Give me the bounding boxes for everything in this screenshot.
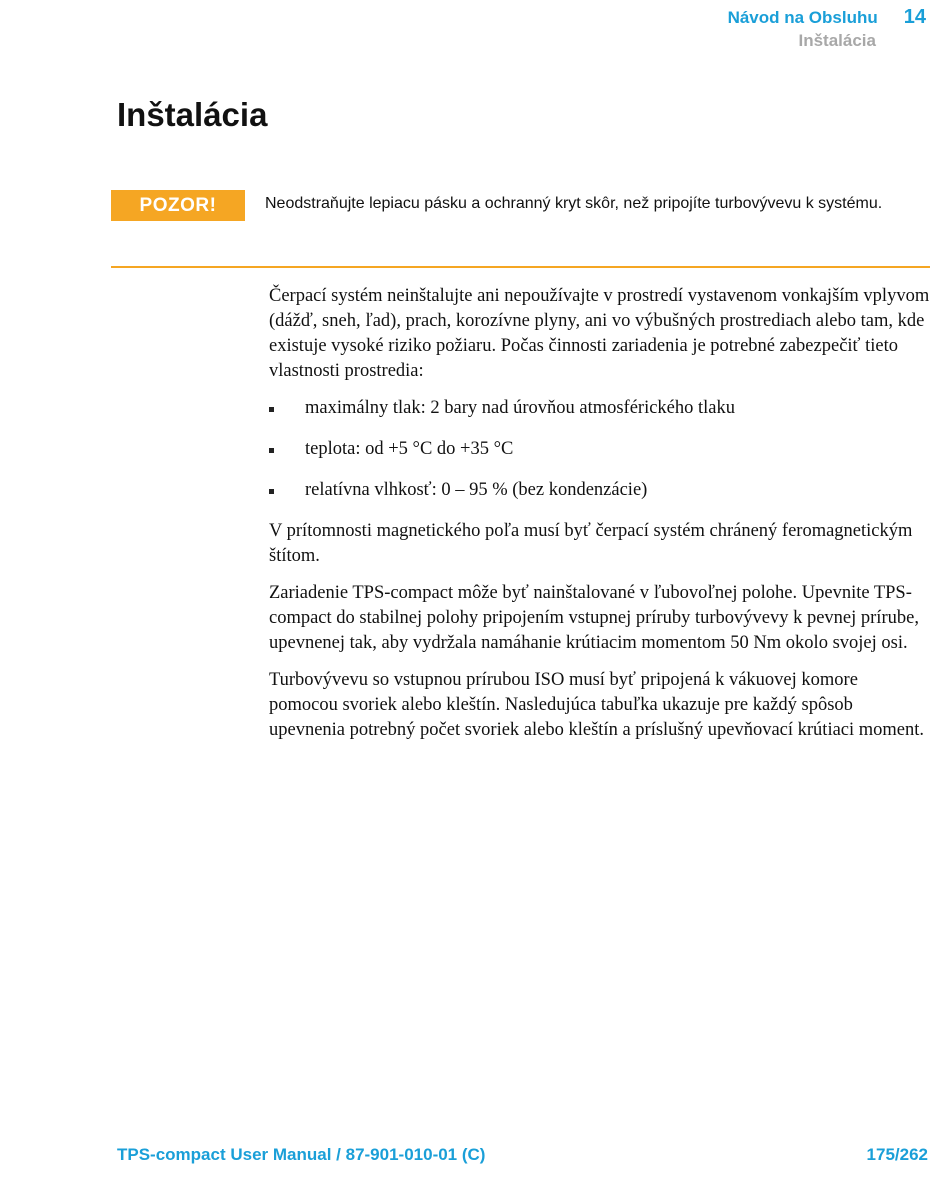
mounting-paragraph: Zariadenie TPS-compact môže byť nainštalované v ľubovoľnej polohe. Upevnite TPS-compact do stabilnej polohy pripojením vstupnej príruby turbovývevy k pevnej prírube, upevnenej tak, aby vydržala namáhanie krútiacim momentom 50 Nm okolo svojej osi.	[269, 583, 919, 653]
running-header-line	[728, 6, 926, 29]
caution-text: Neodstraňujte lepiacu pásku a ochranný kryt skôr, než pripojíte turbovývevu k systému.	[265, 195, 883, 212]
body-text	[269, 284, 931, 755]
environment-requirements-list	[269, 396, 931, 503]
caution-divider	[111, 266, 930, 268]
page-title: Inštalácia	[117, 96, 268, 133]
list-item-text: relatívna vlhkosť: 0 – 95 % (bez kondenzácie)	[305, 480, 648, 500]
bullet-icon	[269, 448, 274, 453]
section-title: Inštalácia	[798, 31, 876, 50]
list-item	[269, 396, 931, 421]
bullet-icon	[269, 489, 274, 494]
bullet-icon	[269, 407, 274, 412]
list-item-text: teplota: od +5 °C do +35 °C	[305, 439, 514, 459]
flange-paragraph: Turbovývevu so vstupnou prírubou ISO musí byť pripojená k vákuovej komore pomocou svoriek alebo kleštín. Nasledujúca tabuľka ukazuje pre každý spôsob upevnenia potrebný počet svoriek alebo kleštín a príslušný upevňovací krútiaci moment.	[269, 670, 925, 740]
footer-document-id: TPS-compact User Manual / 87-901-010-01 (C)	[117, 1145, 486, 1164]
list-item	[269, 437, 931, 462]
magnetic-field-paragraph: V prítomnosti magnetického poľa musí byť čerpací systém chránený feromagnetickým štítom.	[269, 521, 913, 566]
running-header	[728, 6, 926, 51]
manual-title: Návod na Obsluhu	[727, 8, 878, 27]
chapter-number: 14	[903, 6, 926, 28]
intro-paragraph: Čerpací systém neinštalujte ani nepoužívajte v prostredí vystavenom vonkajším vplyvom (dážď, sneh, ľad), prach, korozívne plyny, ani vo výbušných prostrediach alebo tam, kde existuje vysoké riziko požiaru. Počas činnosti zariadenia je potrebné zabezpečiť tieto vlastnosti prostredia:	[269, 286, 930, 381]
list-item-text: maximálny tlak: 2 bary nad úrovňou atmosférického tlaku	[305, 398, 736, 418]
list-item	[269, 478, 931, 503]
caution-badge: POZOR!	[111, 190, 245, 221]
footer-page-number: 175/262	[866, 1145, 928, 1164]
